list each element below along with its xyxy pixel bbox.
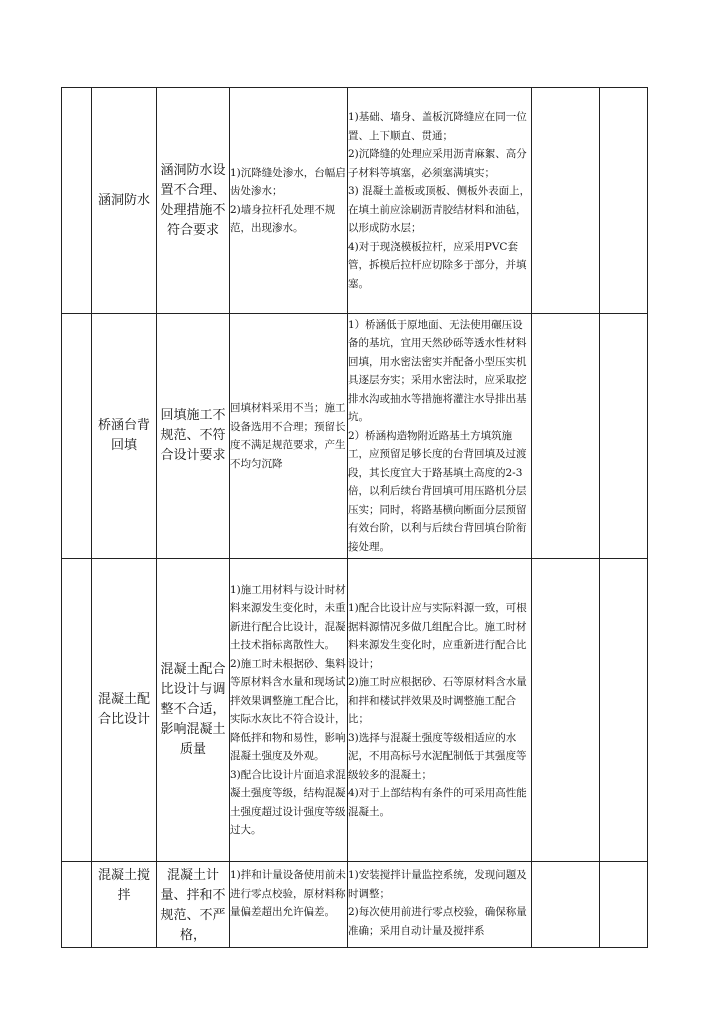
table-row bbox=[62, 314, 648, 559]
category-cell: 混凝土配合比设计 bbox=[92, 559, 157, 862]
issue-cell: 混凝土计量、拌和不规范、不严格， bbox=[157, 862, 230, 948]
empty-cell bbox=[532, 862, 600, 948]
category-cell: 混凝土搅拌 bbox=[92, 862, 157, 948]
measure-line: 2)沉降缝的处理应采用沥青麻絮、高分子材料等填塞，必须塞满填实； bbox=[348, 148, 527, 179]
issue-cell: 回填施工不规范、不符合设计要求 bbox=[157, 314, 230, 559]
table-row bbox=[62, 862, 648, 948]
measure-line: 1)基础、墙身、盖板沉降缝应在同一位置、上下顺直、贯通； bbox=[348, 111, 527, 142]
measure-line: 2)施工时应根据砂、石等原材料含水量和拌和楼试拌效果及时调整施工配合比； bbox=[348, 676, 527, 725]
table-row bbox=[62, 559, 648, 862]
index-cell bbox=[62, 88, 92, 314]
quality-issue-table bbox=[61, 87, 648, 948]
measure-line: 1）桥涵低于原地面、无法使用碾压设备的基坑，宜用天然砂砾等透水性材料回填，用水密法密实并配备小型压实机具逐层夯实；采用水密法时，应采取挖排水沟或抽水等措施将灌注水导排出基坑。 bbox=[348, 318, 527, 424]
empty-cell bbox=[532, 314, 600, 559]
measure-cell bbox=[348, 559, 532, 862]
cause-cell bbox=[230, 862, 348, 948]
cause-line: 1)沉降缝处渗水，台幅启齿处渗水； bbox=[230, 166, 346, 197]
category-cell: 涵洞防水 bbox=[92, 88, 157, 314]
measure-cell bbox=[348, 314, 532, 559]
index-cell bbox=[62, 862, 92, 948]
table-row bbox=[62, 88, 648, 314]
cause-line: 2)施工时未根据砂、集料等原材料含水量和现场试拌效果调整施工配合比，实际水灰比不符合设计，降低拌和物和易性，影响混凝土强度及外观。 bbox=[230, 657, 346, 762]
empty-cell bbox=[532, 559, 600, 862]
index-cell bbox=[62, 559, 92, 862]
empty-cell bbox=[600, 862, 648, 948]
measure-cell bbox=[348, 88, 532, 314]
measure-line: 2)每次使用前进行零点校验，确保称量准确；采用自动计量及搅拌系 bbox=[348, 906, 527, 937]
index-cell bbox=[62, 314, 92, 559]
empty-cell bbox=[600, 559, 648, 862]
issue-cell: 混凝土配合比设计与调整不合适，影响混凝土质量 bbox=[157, 559, 230, 862]
cause-line: 1)拌和计量设备使用前未进行零点校验，原材料称量偏差超出允许偏差。 bbox=[230, 869, 346, 918]
cause-cell bbox=[230, 88, 348, 314]
cause-line: 回填材料采用不当；施工设备选用不合理；预留长度不满足规范要求，产生不均匀沉降 bbox=[230, 402, 346, 470]
measure-line: 1)安装搅拌计量监控系统，发现问题及时调整； bbox=[348, 869, 527, 900]
measure-line: 3) 混凝土盖板或顶板、侧板外表面上，在填土前应涂刷沥青胶结材料和油毡，以形成防水层； bbox=[348, 185, 531, 234]
measure-cell bbox=[348, 862, 532, 948]
measure-line: 3)选择与混凝土强度等级相适应的水泥，不用高标号水泥配制低于其强度等级较多的混凝土； bbox=[348, 731, 527, 781]
cause-line: 2)墙身拉杆孔处理不规范，出现渗水。 bbox=[230, 203, 336, 234]
measure-line: 4)对于上部结构有条件的可采用高性能混凝土。 bbox=[348, 787, 527, 818]
cause-line: 1)施工用材料与设计时材料来源发生变化时，未重新进行配合比设计，混凝土技术指标离散性大。 bbox=[230, 583, 346, 651]
empty-cell bbox=[600, 314, 648, 559]
cause-cell bbox=[230, 559, 348, 862]
measure-line: 4)对于现浇模板拉杆，应采用PVC套管，拆模后拉杆应切除多于部分，并填塞。 bbox=[348, 240, 527, 290]
measure-line: 1)配合比设计应与实际料源一致，可根据料源情况多做几组配合比。施工时材料来源发生变化时，应重新进行配合比设计； bbox=[348, 602, 527, 670]
empty-cell bbox=[532, 88, 600, 314]
issue-cell: 涵洞防水设置不合理、处理措施不符合要求 bbox=[157, 88, 230, 314]
empty-cell bbox=[600, 88, 648, 314]
measure-line: 2）桥涵构造物附近路基土方填筑施工，应预留足够长度的台背回填及过渡段，其长度宜大于路基填土高度的2-3倍，以利后续台背回填可用压路机分层压实；同时，将路基横向断面分层预留有效台阶，以利与后续台背回填台阶衔接处理。 bbox=[348, 429, 527, 553]
cause-cell bbox=[230, 314, 348, 559]
category-cell: 桥涵台背回填 bbox=[92, 314, 157, 559]
cause-line: 3)配合比设计片面追求混凝土强度等级，结构混凝土强度超过设计强度等级过大。 bbox=[230, 768, 346, 836]
